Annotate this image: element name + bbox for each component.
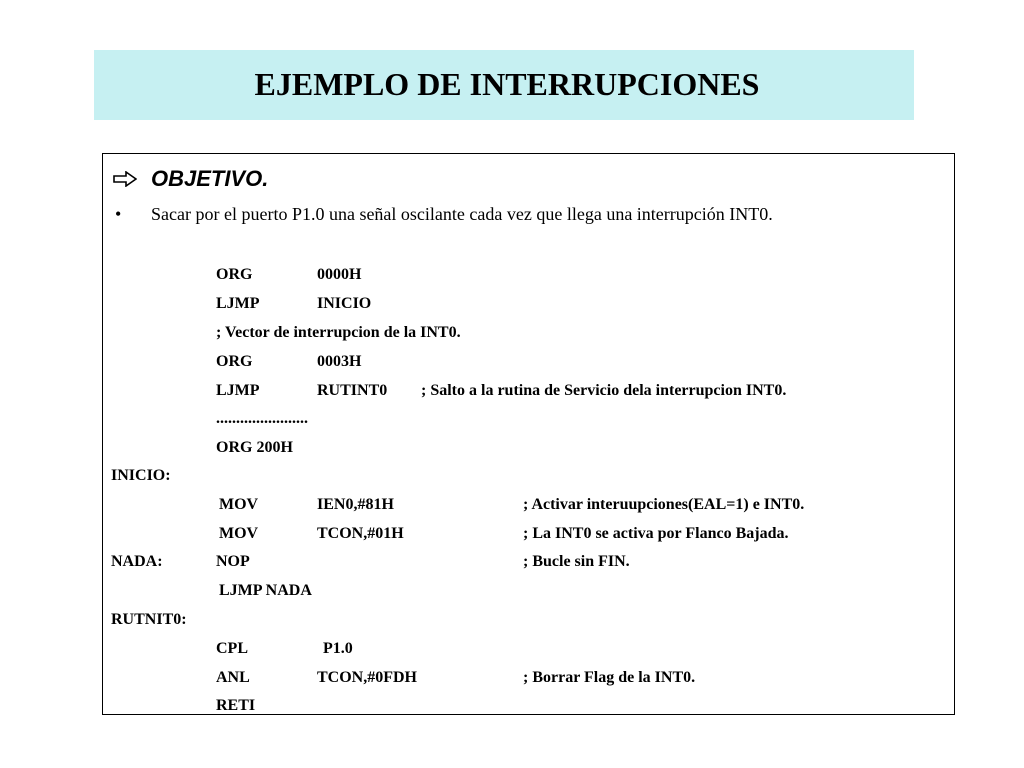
code-operand: INICIO (317, 295, 372, 312)
code-label: INICIO: (111, 467, 171, 484)
code-label: NADA: (111, 553, 163, 570)
code-label: RUTNIT0: (111, 611, 187, 628)
code-operand: TCON,#01H (317, 525, 404, 542)
code-comment: ; Borrar Flag de la INT0. (523, 669, 696, 686)
code-operand: 0003H (317, 353, 362, 370)
code-operand: TCON,#0FDH (317, 669, 417, 686)
code-instruction: LJMP (216, 382, 260, 399)
objective-heading (113, 166, 268, 192)
code-instruction: MOV (219, 525, 259, 542)
code-comment: ; Bucle sin FIN. (523, 553, 630, 570)
code-operand: IEN0,#81H (317, 496, 394, 513)
code-instruction: ANL (216, 669, 250, 686)
code-comment: ; Activar interuupciones(EAL=1) e INT0. (523, 496, 805, 513)
code-operand: P1.0 (323, 640, 353, 657)
code-instruction: ORG (216, 266, 253, 283)
code-comment: ; Salto a la rutina de Servicio dela interrupcion INT0. (421, 382, 787, 399)
hollow-arrow-icon (113, 171, 137, 187)
code-operand: RUTINT0 (317, 382, 388, 399)
slide-title: EJEMPLO DE INTERRUPCIONES (254, 66, 760, 102)
code-instruction: ORG (216, 353, 253, 370)
title-banner (94, 50, 914, 120)
code-instruction: NOP (216, 553, 250, 570)
code-instruction: ....................... (216, 410, 308, 427)
code-instruction: CPL (216, 640, 248, 657)
code-operand: 0000H (317, 266, 362, 283)
bullet-marker: • (115, 204, 122, 224)
code-instruction: RETI (216, 697, 256, 714)
code-comment: ; La INT0 se activa por Flanco Bajada. (523, 525, 789, 542)
content-box (102, 153, 955, 715)
code-instruction: LJMP NADA (219, 582, 312, 599)
code-instruction: ; Vector de interrupcion de la INT0. (216, 324, 461, 341)
bullet-text: Sacar por el puerto P1.0 una señal oscilante cada vez que llega una interrupción INT0. (151, 204, 773, 224)
code-instruction: ORG 200H (216, 439, 293, 456)
bullet-item (115, 204, 773, 225)
code-instruction: MOV (219, 496, 259, 513)
code-instruction: LJMP (216, 295, 260, 312)
objective-label: OBJETIVO. (151, 166, 269, 191)
